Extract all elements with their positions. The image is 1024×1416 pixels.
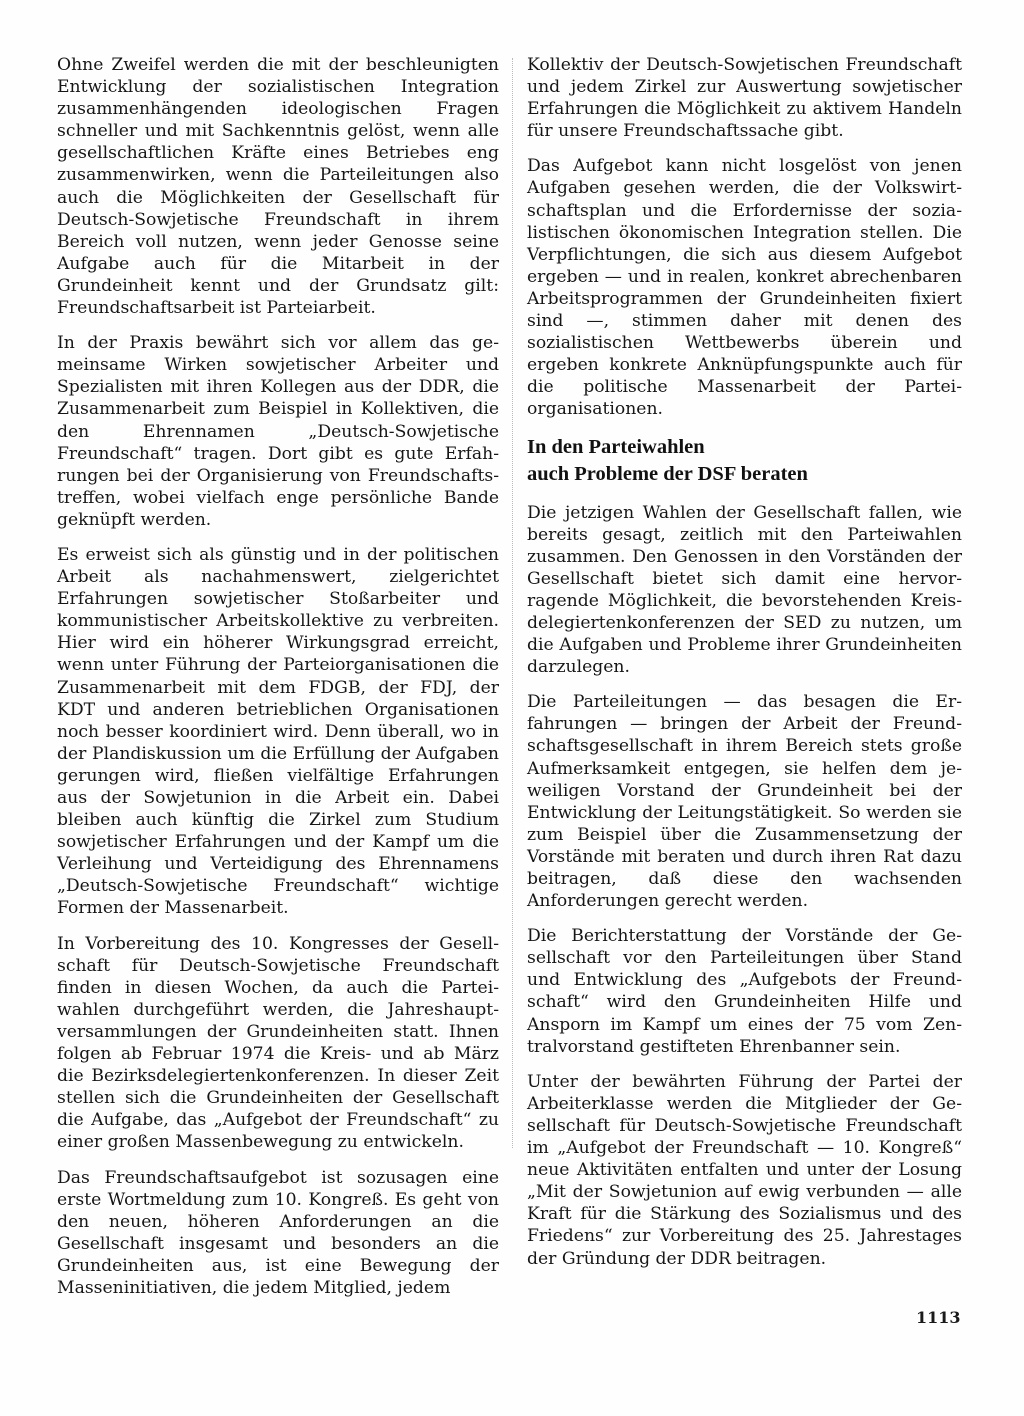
paragraph-wahlen: Die jetzigen Wahlen der Gesellschaft fallen, wie bereits gesagt, zeitlich mit den Parteiwahlen zusammen. Den Genossen in den Vorständen der Gesellschaft bietet sich damit eine hervorragende Möglichkeit, die bevorstehenden Kreisdelegiertenkonferenzen der SED zu nutzen, um die Aufgaben und Probleme ihrer Grundeinheiten darzulegen. [527,502,962,678]
page-number: 1113 [916,1308,961,1327]
paragraph-erfahrungen: Es erweist sich als günstig und in der politischen Arbeit als nachahmenswert, zielgerichtet Erfahrungen sowjetischer Stoßarbeiter und kommunistischer Arbeitskollektive zu verbreiten. Hier wird ein höherer Wirkungsgrad erreicht, wenn unter Führung der Parteiorganisationen die Zusammenarbeit mit dem FDGB, der FDJ, der KDT und anderen betrieblichen Organisationen noch besser koordiniert wird. Denn überall, wo in der Plandiskussion um die Erfüllung der Aufgaben gerungen wird, fließen vielfältige Erfahrungen aus der Sowjetunion in die Arbeit ein. Dabei bleiben auch künftig die Zirkel zum Studium sowjetischer Erfahrungen und der Kampf um die Verleihung und Verteidigung des Ehrennamens „Deutsch-Sowjetische Freundschaft“ wichtige Formen der Massenarbeit. [57,544,499,919]
column-divider [512,58,513,1148]
right-column [527,54,962,1283]
paragraph-integration: Ohne Zweifel werden die mit der beschleunigten Entwicklung der sozialistischen Integration zusammenhängenden ideologischen Fragen schneller und mit Sachkenntnis gelöst, wenn alle gesellschaftlichen Kräfte eines Betriebes eng zusammenwirken, wenn die Parteileitungen also auch die Möglichkeiten der Gesellschaft für Deutsch-Sowjetische Freundschaft in ihrem Bereich voll nutzen, wenn jeder Genosse seine Aufgabe auch für die Mitarbeit in der Grundeinheit kennt und der Grundsatz gilt: Freundschaftsarbeit ist Parteiarbeit. [57,55,499,319]
paragraph-kongress: In Vorbereitung des 10. Kongresses der Gesellschaft für Deutsch-Sowjetische Freundschaft finden in diesen Wochen, da auch die Parteiwahlen durchgeführt werden, die Jahreshauptversammlungen der Grundeinheiten statt. Ihnen folgen ab Februar 1974 die Kreis- und ab März die Bezirksdelegiertenkonferenzen. In dieser Zeit stellen sich die Grundeinheiten der Gesellschaft die Aufgabe, das „Aufgebot der Freundschaft“ zu einer großen Massenbewegung zu entwickeln. [57,933,499,1153]
paragraph-berichterstattung: Die Berichterstattung der Vorstände der Gesellschaft vor den Parteileitungen über Stand und Entwicklung des „Aufgebots der Freundschaft“ wird den Grundeinheiten Hilfe und Ansporn im Kampf um eines der 75 vom Zentralvorstand gestifteten Ehrenbanner sein. [527,926,962,1057]
section-heading-line2: auch Probleme der DSF beraten [527,462,808,485]
paragraph-kollektiv: Kollektiv der Deutsch-Sowjetischen Freundschaft und jedem Zirkel zur Auswertung sowjetischer Erfahrungen die Möglichkeit zu aktivem Handeln für unsere Freundschaftssache gibt. [527,55,962,142]
paragraph-aufgebot: Das Aufgebot kann nicht losgelöst von jenen Aufgaben gesehen werden, die der Volkswirtschaftsplan und die Erfordernisse der sozialistischen ökonomischen Integration stellen. Die Verpflichtungen, die sich aus diesem Aufgebot ergeben — und in realen, konkret abrechenbaren Arbeitsprogrammen der Grundeinheiten fixiert sind —, stimmen daher mit denen des sozialistischen Wettbewerbs überein und ergeben konkrete Anknüpfungspunkte auch für die politische Massenarbeit der Parteiorganisationen. [527,156,962,420]
section-heading-line1: In den Parteiwahlen [527,435,705,458]
left-column [57,54,499,1312]
section-heading [527,434,962,488]
paragraph-parteileitungen: Die Parteileitungen — das besagen die Erfahrungen — bringen der Arbeit der Freundschaftsgesellschaft in ihrem Bereich stets große Aufmerksamkeit entgegen, sie helfen dem jeweiligen Vorstand der Grundeinheit bei der Entwicklung der Leitungstätigkeit. So werden sie zum Beispiel über die Zusammensetzung der Vorstände mit beraten und durch ihren Rat dazu beitragen, daß diese den wachsenden Anforderungen gerecht werden. [527,692,962,912]
paragraph-praxis: In der Praxis bewährt sich vor allem das gemeinsame Wirken sowjetischer Arbeiter und Spezialisten mit ihren Kollegen aus der DDR, die Zusammenarbeit zum Beispiel in Kollektiven, die den Ehrennamen „Deutsch-Sowjetische Freundschaft“ tragen. Dort gibt es gute Erfahrungen bei der Organisierung von Freundschaftstreffen, wobei vielfach enge persönliche Bande geknüpft werden. [57,333,499,530]
paragraph-freundschaftsaufgebot: Das Freundschaftsaufgebot ist sozusagen eine erste Wortmeldung zum 10. Kongreß. Es geht von den neuen, höheren Anforderungen an die Gesellschaft insgesamt und besonders an die Grundeinheiten aus, ist eine Bewegung der Masseninitiativen, die jedem Mitglied, jedem [57,1167,499,1298]
paragraph-fuehrung: Unter der bewährten Führung der Partei der Arbeiterklasse werden die Mitglieder der Gesellschaft für Deutsch-Sowjetische Freundschaft im „Aufgebot der Freundschaft — 10. Kongreß“ neue Aktivitäten entfalten und unter der Losung „Mit der Sowjetunion auf ewig verbunden — alle Kraft für die Stärkung des Sozialismus und des Friedens“ zur Vorbereitung des 25. Jahrestages der Gründung der DDR beitragen. [527,1071,962,1269]
